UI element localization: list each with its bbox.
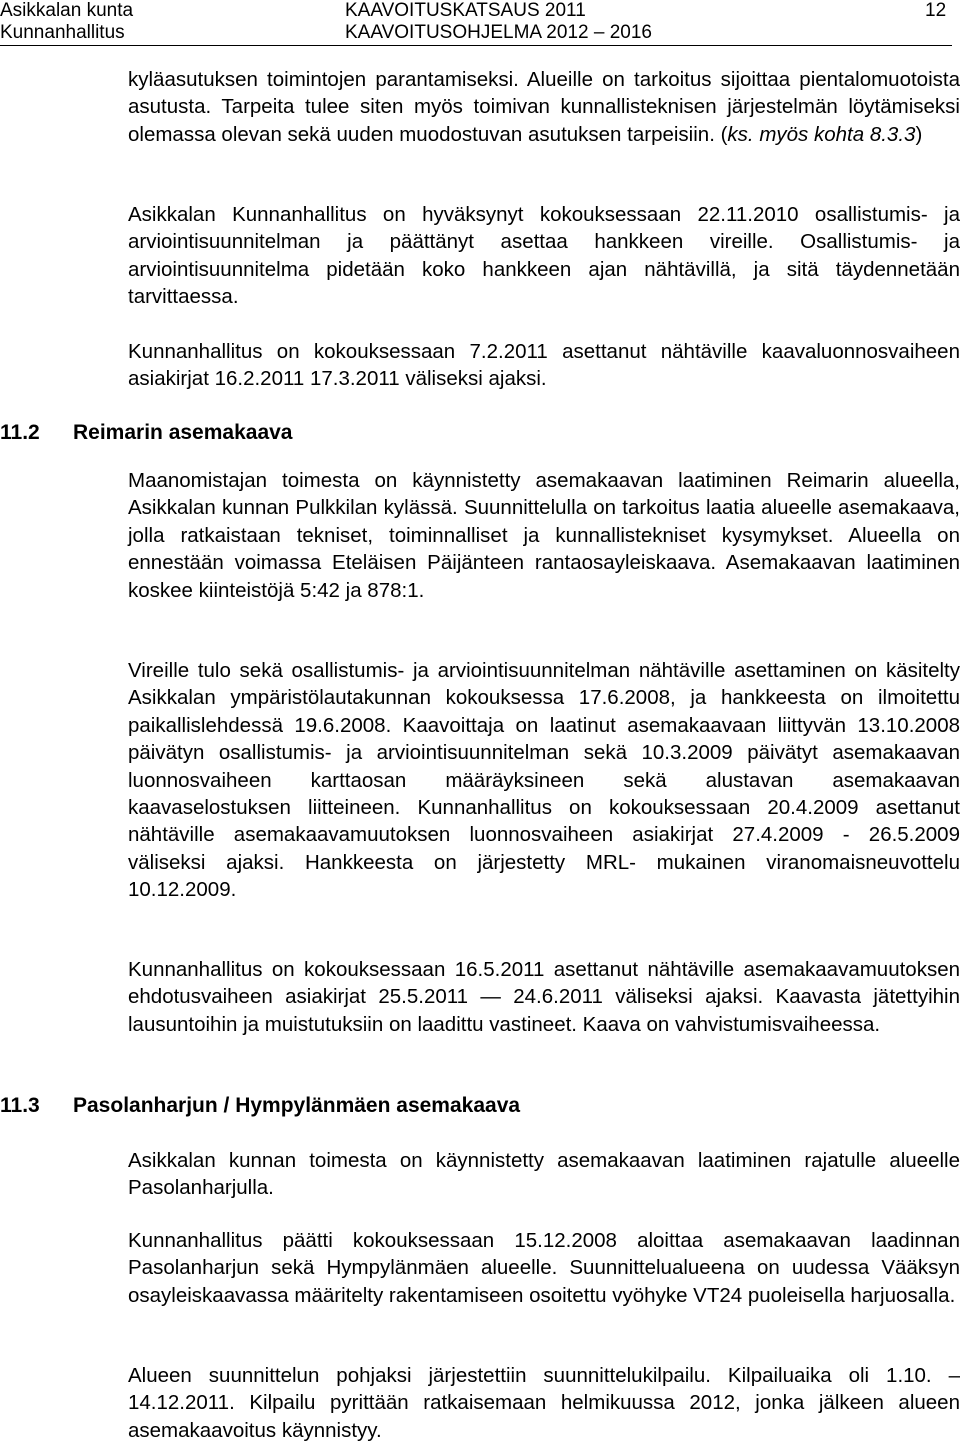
intro-paragraph-1-close: ) [915, 122, 923, 146]
section-number: 11.3 [0, 1094, 40, 1117]
page-header [0, 0, 960, 50]
reimari-paragraph-2: Vireille tulo sekä osallistumis- ja arviointisuunnitelman nähtäville asettaminen on käsitelty Asikkalan ympäristölautakunnan kokouksessa 17.6.2008, ja hankkeesta on ilmoitettu paikallislehdessä 19.6.2008. Kaavoittaja on laatinut asemakaavaan liittyvän 13.10.2008 päivätyn osallistumis- ja arviointisuunnitelman sekä 10.3.2009 päivätyt asemakaavan luonnosvaiheen karttaosan määräyksineen sekä alustavan asemakaavan kaavaselostuksen liitteineen. Kunnanhallitus on kokouksessaan 20.4.2009 asettanut nähtäville asemakaavamuutoksen luonnosvaiheen asiakirjat 27.4.2009 - 26.5.2009 väliseksi ajaksi. Hankkeesta on järjestetty MRL- mukainen viranomaisneuvottelu 10.12.2009. [128, 659, 960, 902]
page-number: 12 [925, 0, 947, 21]
section-title: Pasolanharjun / Hympylänmäen asemakaava [73, 1094, 521, 1117]
section-title: Reimarin asemakaava [73, 421, 293, 444]
header-organization: Asikkalan kunta [0, 0, 134, 21]
header-divider [0, 45, 952, 46]
reimari-paragraph-3: Kunnanhallitus on kokouksessaan 16.5.2011 asettanut nähtäville asemakaavamuutoksen ehdotusvaiheen asiakirjat 25.5.2011 — 24.6.2011 väliseksi ajaksi. Kaavasta jätettyihin lausuntoihin ja muistutuksiin on laadittu vastineet. Kaava on vahvistumisvaiheessa. [128, 958, 960, 1036]
pasolanharju-paragraph-1: Asikkalan kunnan toimesta on käynnistetty asemakaavan laatiminen rajatulle alueelle Pasolanharjulla. [128, 1149, 960, 1200]
pasolanharju-paragraph-2: Kunnanhallitus päätti kokouksessaan 15.12.2008 aloittaa asemakaavan laadinnan Pasolanharjun sekä Hympylänmäen alueelle. Suunnittelualueena on uudessa Vääksyn osayleiskaavassa määritelty rakentamiseen osoitettu vyöhyke VT24 puoleisella harjuosalla. [128, 1229, 960, 1307]
header-department: Kunnanhallitus [0, 22, 125, 43]
cross-reference: ks. myös kohta 8.3.3 [727, 122, 916, 146]
header-document-subtitle: KAAVOITUSOHJELMA 2012 – 2016 [345, 22, 652, 43]
intro-paragraph-1 [128, 66, 960, 148]
pasolanharju-paragraph-3: Alueen suunnittelun pohjaksi järjestettiin suunnittelukilpailu. Kilpailuaika oli 1.10. – 14.12.2011. Kilpailu pyrittään ratkaisemaan helmikuussa 2012, jonka jälkeen alueen asemakaavoitus käynnistyy. [128, 1364, 960, 1442]
intro-paragraph-1-text: kyläasutuksen toimintojen parantamiseksi. Alueille on tarkoitus sijoittaa pientalomuotoista asutusta. Tarpeita tulee siten myös toimivan kunnallisteknisen järjestelmän löytämiseksi olemassa olevan sekä uuden muodostuvan asutuksen tarpeisiin. ( [128, 68, 960, 146]
reimari-paragraph-1: Maanomistajan toimesta on käynnistetty asemakaavan laatiminen Reimarin alueella, Asikkalan kunnan Pulkkilan kylässä. Suunnittelulla on tarkoitus laatia alueelle asemakaava, jolla ratkaistaan tekniset, toiminnalliset ja kunnallistekniset kysymykset. Alueella on ennestään voimassa Eteläisen Päijänteen rantaosayleiskaava. Asemakaavan laatiminen koskee kiinteistöjä 5:42 ja 878:1. [128, 469, 960, 602]
intro-paragraph-2: Asikkalan Kunnanhallitus on hyväksynyt kokouksessaan 22.11.2010 osallistumis- ja arviointisuunnitelman ja päättänyt asettaa hankkeen vireille. Osallistumis- ja arviointisuunnitelma pidetään koko hankkeen ajan nähtävillä, ja sitä täydennetään tarvittaessa. [128, 203, 960, 309]
header-document-title: KAAVOITUSKATSAUS 2011 [345, 0, 586, 21]
section-number: 11.2 [0, 421, 40, 444]
intro-paragraph-3: Kunnanhallitus on kokouksessaan 7.2.2011 asettanut nähtäville kaavaluonnosvaiheen asiakirjat 16.2.2011 17.3.2011 väliseksi ajaksi. [128, 340, 960, 391]
